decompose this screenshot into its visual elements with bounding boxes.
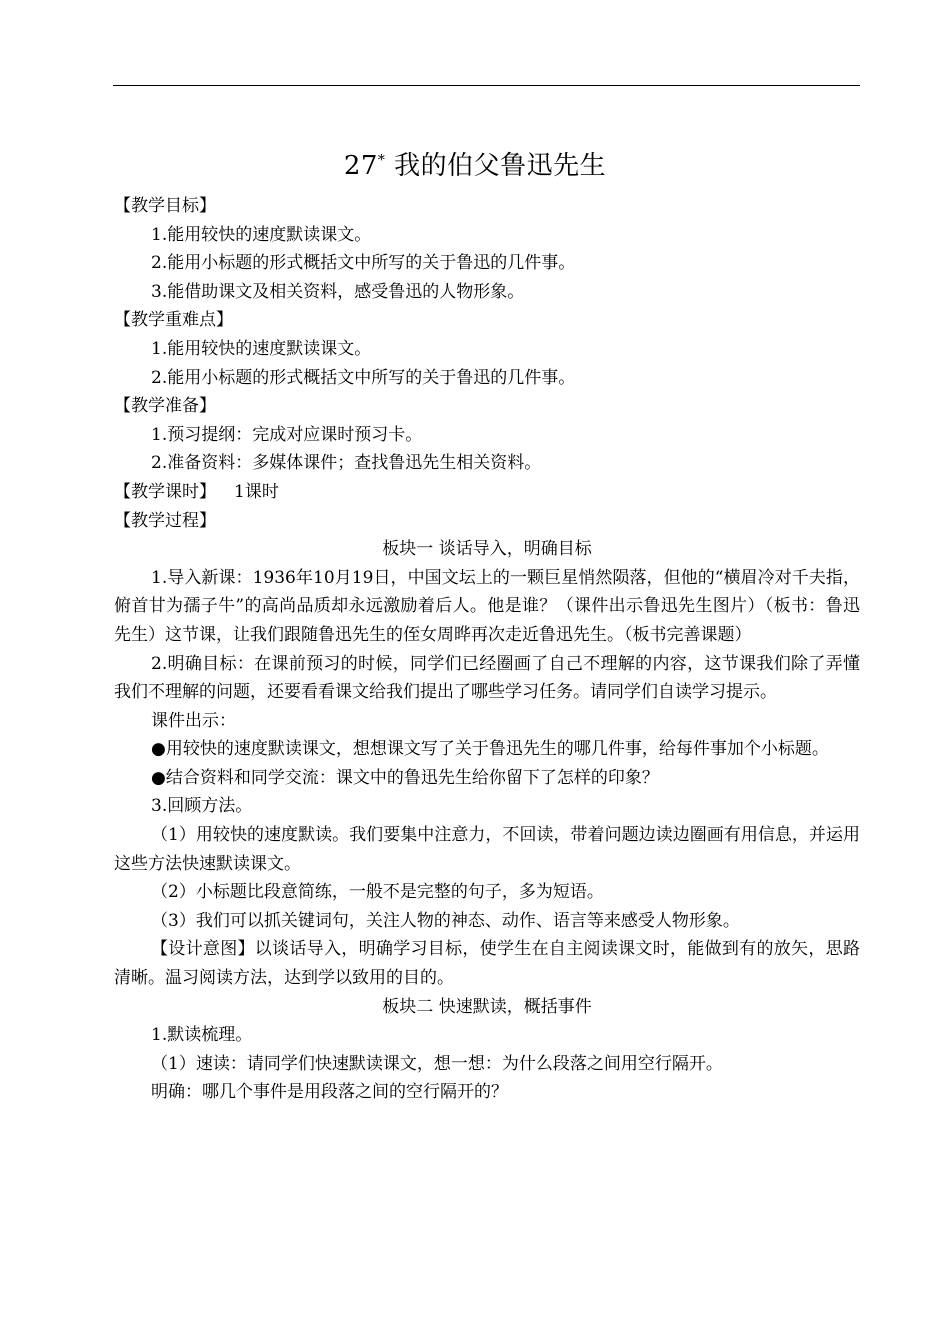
- title-asterisk: *: [377, 152, 386, 169]
- objectives-heading: 【教学目标】: [114, 196, 216, 216]
- key-point-item: 2.能用小标题的形式概括文中所写的关于鲁迅的几件事。: [151, 367, 576, 388]
- objective-item: 2.能用小标题的形式概括文中所写的关于鲁迅的几件事。: [151, 253, 576, 274]
- block2-step: 1.默读梳理。: [151, 1025, 253, 1046]
- hours-heading: 【教学课时】: [114, 481, 216, 502]
- objective-item: 1.能用较快的速度默读课文。: [151, 224, 372, 245]
- block1-title: 板块一 谈话导入，明确目标: [382, 539, 592, 560]
- bullet-item: ●用较快的速度默读课文，想想课文写了关于鲁迅先生的哪几件事，给每件事加个小标题。: [151, 739, 829, 760]
- method-item: （1）用较快的速度默读。我们要集中注意力，不回读，带着问题边读边圈画有用信息，并运用这些方法快速默读课文。: [114, 825, 860, 874]
- header-rule: [113, 85, 860, 86]
- hours-value: 1课时: [234, 481, 279, 502]
- bullet-item: ●结合资料和同学交流：课文中的鲁迅先生给你留下了怎样的印象？: [151, 767, 659, 788]
- method-item: （3）我们可以抓关键词句，关注人物的神态、动作、语言等来感受人物形象。: [151, 910, 740, 931]
- key-point-item: 1.能用较快的速度默读课文。: [151, 338, 372, 359]
- preparation-heading: 【教学准备】: [114, 396, 216, 417]
- courseware-label: 课件出示：: [151, 710, 236, 731]
- preparation-item: 2.准备资料：多媒体课件；查找鲁迅先生相关资料。: [151, 453, 542, 474]
- process-heading: 【教学过程】: [114, 510, 216, 531]
- objective-item: 3.能借助课文及相关资料，感受鲁迅的人物形象。: [151, 281, 525, 302]
- title-number: 27: [343, 151, 378, 181]
- page-title: [0, 146, 950, 186]
- title-text: 我的伯父鲁迅先生: [394, 151, 607, 181]
- block2-title: 板块二 快速默读，概括事件: [382, 996, 592, 1017]
- block1-goal-paragraph: 2.明确目标：在课前预习的时候，同学们已经圈画了自己不理解的内容，这节课我们除了弄懂我们不理解的问题，还要看看课文给我们提出了哪些学习任务。请同学们自读学习提示。: [114, 653, 860, 703]
- block1-intro-paragraph: 1.导入新课：1936年10月19日，中国文坛上的一颗巨星悄然陨落，但他的“横眉冷对千夫指，俯首甘为孺子牛”的高尚品质却永远激励着后人。他是谁？（课件出示鲁迅先生图片）（板书：鲁迅先生）这节课，让我们跟随鲁迅先生的侄女周晔再次走近鲁迅先生。（板书完善课题）: [114, 567, 860, 645]
- block2-step: 明确：哪几个事件是用段落之间的空行隔开的？: [151, 1082, 508, 1103]
- preparation-item: 1.预习提纲：完成对应课时预习卡。: [151, 424, 423, 445]
- method-heading: 3.回顾方法。: [151, 796, 253, 817]
- hours-line: [114, 478, 860, 507]
- block2-step: （1）速读：请同学们快速默读课文，想一想：为什么段落之间用空行隔开。: [151, 1053, 723, 1074]
- design-intent: 【设计意图】以谈话导入，明确学习目标，使学生在自主阅读课文时，能做到有的放矢，思路清晰。温习阅读方法，达到学以致用的目的。: [114, 939, 860, 989]
- document-body: [114, 192, 860, 1107]
- key-points-heading: 【教学重难点】: [114, 310, 233, 331]
- method-item: （2）小标题比段意简练，一般不是完整的句子，多为短语。: [151, 882, 604, 903]
